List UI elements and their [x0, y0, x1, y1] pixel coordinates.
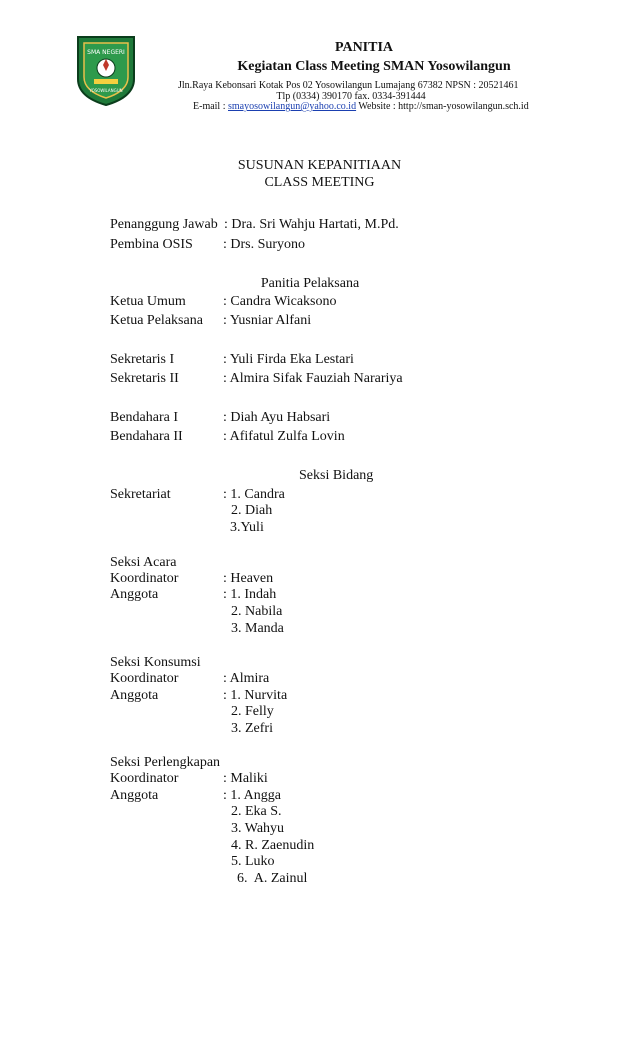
- letterhead-line1: PANITIA: [334, 40, 394, 55]
- perlengkapan-member-3: 3. Wahyu: [231, 821, 285, 836]
- email-link[interactable]: smayosowilangun@yahoo.co.id: [228, 101, 357, 112]
- logo-subtext: YOSOWILANGUN: [89, 88, 123, 93]
- acara-member-2: 2. Nabila: [231, 604, 283, 619]
- perlengkapan-member-4: 4. R. Zaenudin: [231, 838, 315, 853]
- logo-text: SMA NEGERI: [87, 49, 125, 56]
- perlengkapan-anggota-label: Anggota: [110, 788, 159, 803]
- konsumsi-member-3: 3. Zefri: [231, 721, 273, 736]
- ketua-umum-value: : Candra Wicaksono: [223, 294, 337, 309]
- perlengkapan-heading: Seksi Perlengkapan: [110, 755, 221, 770]
- document-subtitle: CLASS MEETING: [264, 175, 375, 190]
- bendahara-2-value: : Afifatul Zulfa Lovin: [223, 429, 345, 444]
- acara-member-3: 3. Manda: [231, 621, 284, 636]
- perlengkapan-member-6: 6. A. Zainul: [237, 871, 308, 886]
- document-title: SUSUNAN KEPANITIAAN: [237, 158, 402, 173]
- perlengkapan-koordinator-label: Koordinator: [110, 771, 179, 786]
- seksi-heading: Seksi Bidang: [299, 468, 374, 483]
- konsumsi-koordinator-value: : Almira: [223, 671, 270, 686]
- sekretariat-member-1: : 1. Candra: [223, 487, 285, 502]
- pembina-label: Pembina OSIS: [110, 237, 193, 252]
- sekretariat-label: Sekretariat: [110, 487, 171, 502]
- sekretaris-2-value: : Almira Sifak Fauziah Narariya: [223, 371, 403, 386]
- konsumsi-koordinator-label: Koordinator: [110, 671, 179, 686]
- letterhead-line2: Kegiatan Class Meeting SMAN Yosowilangun: [237, 59, 511, 74]
- acara-member-1: : 1. Indah: [223, 587, 277, 602]
- konsumsi-heading: Seksi Konsumsi: [110, 655, 201, 670]
- letterhead-phone: Tlp (0334) 390170 fax. 0334-391444: [276, 91, 426, 102]
- perlengkapan-member-5: 5. Luko: [231, 854, 275, 869]
- acara-heading: Seksi Acara: [110, 555, 177, 570]
- bendahara-1-label: Bendahara I: [110, 410, 179, 425]
- sekretaris-1-value: : Yuli Firda Eka Lestari: [223, 352, 354, 367]
- bendahara-2-label: Bendahara II: [110, 429, 183, 444]
- penanggung-jawab-label: Penanggung Jawab: [110, 217, 218, 232]
- ketua-pelaksana-value: : Yusniar Alfani: [223, 313, 312, 328]
- sekretariat-member-3: 3.Yuli: [230, 520, 264, 535]
- sekretariat-member-2: 2. Diah: [231, 503, 273, 518]
- konsumsi-member-2: 2. Felly: [231, 704, 274, 719]
- acara-koordinator-label: Koordinator: [110, 571, 179, 586]
- sekretaris-2-label: Sekretaris II: [110, 371, 179, 386]
- sekretaris-1-label: Sekretaris I: [110, 352, 175, 367]
- letterhead-contact: [193, 101, 529, 112]
- konsumsi-anggota-label: Anggota: [110, 688, 159, 703]
- website-text: Website : http://sman-yosowilangun.sch.id: [356, 101, 529, 112]
- ketua-umum-label: Ketua Umum: [110, 294, 186, 309]
- pelaksana-heading: Panitia Pelaksana: [260, 276, 360, 291]
- perlengkapan-koordinator-value: : Maliki: [223, 771, 268, 786]
- acara-koordinator-value: : Heaven: [223, 571, 274, 586]
- ketua-pelaksana-label: Ketua Pelaksana: [110, 313, 203, 328]
- bendahara-1-value: : Diah Ayu Habsari: [223, 410, 331, 425]
- email-label: E-mail :: [193, 101, 228, 112]
- konsumsi-member-1: : 1. Nurvita: [223, 688, 288, 703]
- perlengkapan-member-1: : 1. Angga: [223, 788, 281, 803]
- penanggung-jawab-value: : Dra. Sri Wahju Hartati, M.Pd.: [224, 217, 399, 232]
- perlengkapan-member-2: 2. Eka S.: [231, 804, 282, 819]
- pembina-value: : Drs. Suryono: [223, 237, 306, 252]
- letterhead-address: Jln.Raya Kebonsari Kotak Pos 02 Yosowilangun Lumajang 67382 NPSN : 20521461: [178, 80, 519, 91]
- acara-anggota-label: Anggota: [110, 587, 159, 602]
